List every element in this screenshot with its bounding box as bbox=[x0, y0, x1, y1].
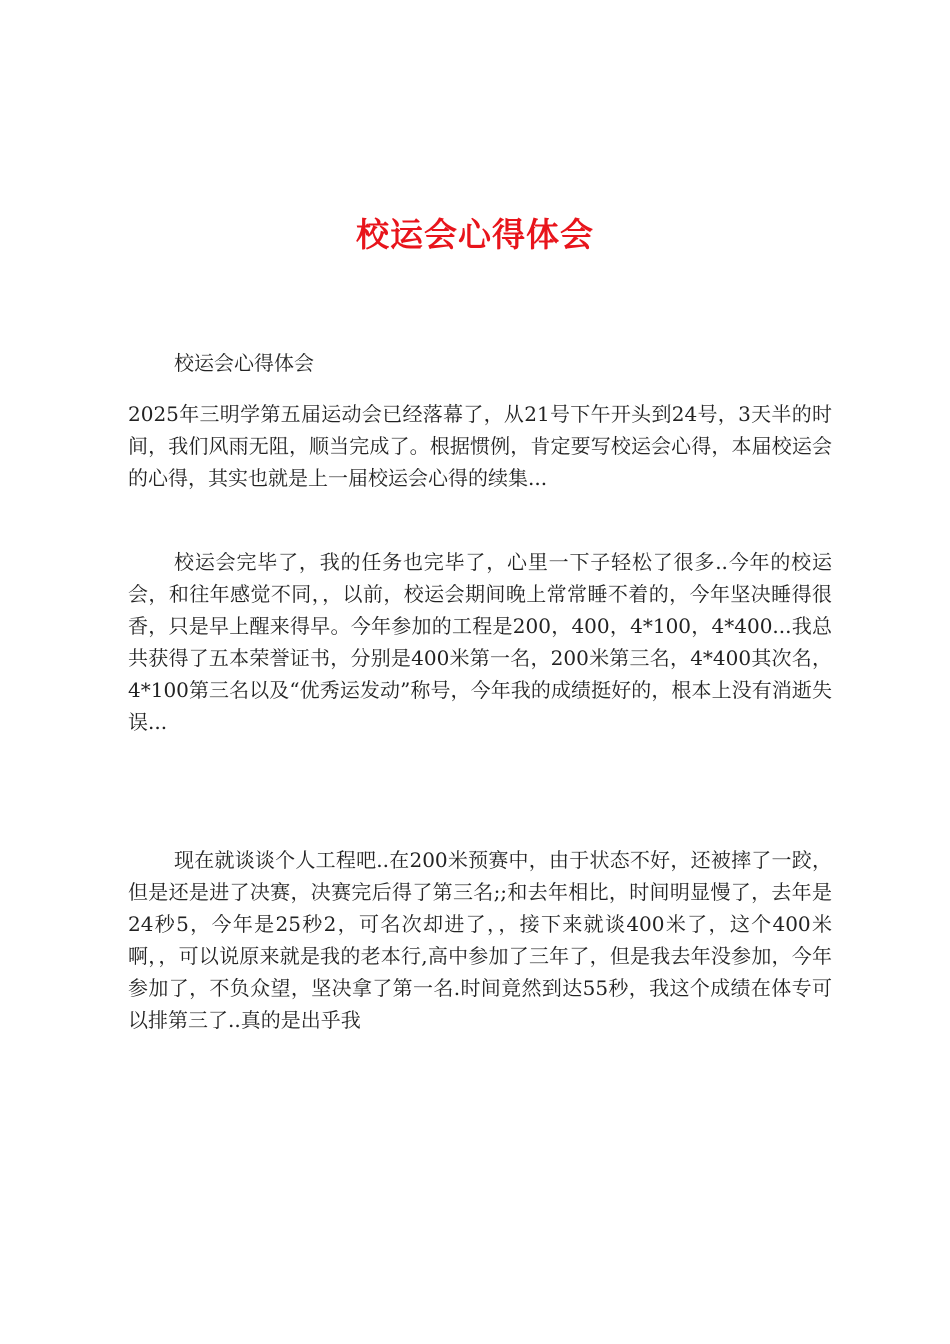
document-subtitle: 校运会心得体会 bbox=[174, 351, 314, 375]
paragraph-1: 2025年三明学第五届运动会已经落幕了，从21号下午开头到24号，3天半的时间，我们风雨无阻，顺当完成了。根据惯例，肯定要写校运会心得，本届校运会的心得，其实也就是上一届校运会心得的续集... bbox=[128, 402, 832, 490]
paragraph-2: 校运会完毕了，我的任务也完毕了，心里一下子轻松了很多..今年的校运会，和往年感觉不同，，以前，校运会期间晚上常常睡不着的，今年坚决睡得很香，只是早上醒来得早。今年参加的工程是200，400，4*100，4*400...我总共获得了五本荣誉证书，分别是400米第一名，200米第三名，4*400其次名，4*100第三名以及“优秀运发动”称号，今年我的成绩挺好的，根本上没有消逝失误... bbox=[128, 550, 832, 734]
paragraph-3: 现在就谈谈个人工程吧..在200米预赛中，由于状态不好，还被摔了一跤，但是还是进了决赛，决赛完后得了第三名;;和去年相比，时间明显慢了，去年是24秒5，今年是25秒2，可名次却进了，，接下来就谈400米了，这个400米啊，，可以说原来就是我的老本行,高中参加了三年了，但是我去年没参加，今年参加了，不负众望，坚决拿了第一名.时间竟然到达55秒，我这个成绩在体专可以排第三了..真的是出乎我 bbox=[128, 848, 832, 1032]
document-title: 校运会心得体会 bbox=[356, 215, 594, 254]
